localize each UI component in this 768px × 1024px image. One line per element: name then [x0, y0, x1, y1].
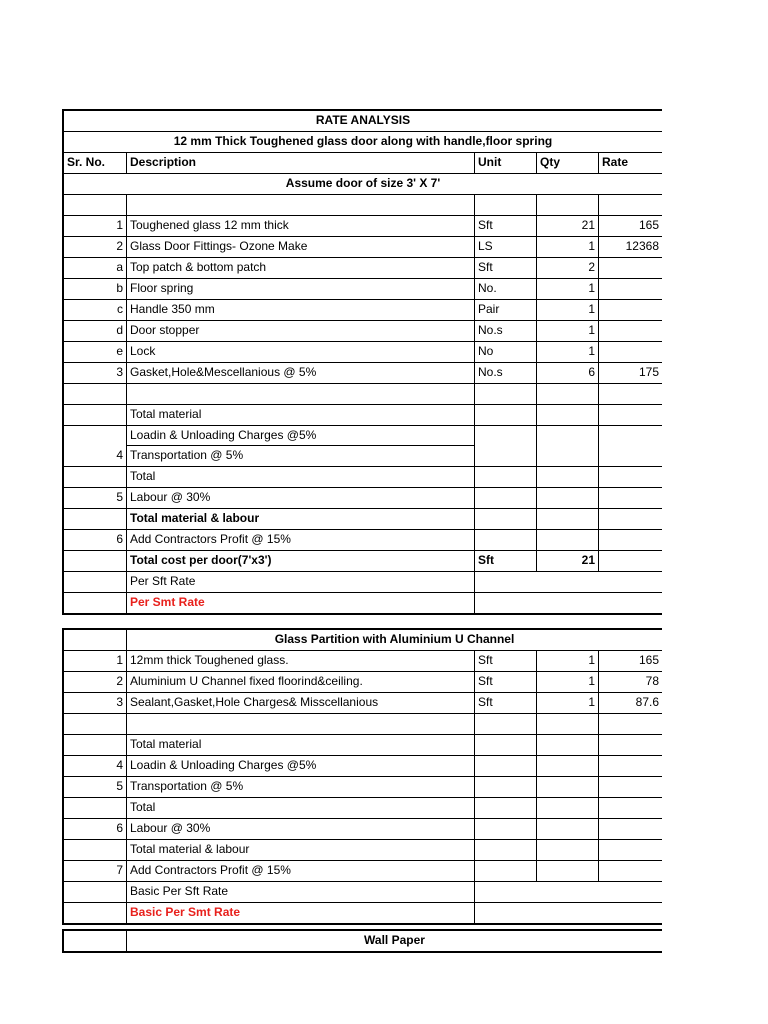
- rate-cell: 165: [598, 216, 662, 236]
- assume-note: Assume door of size 3' X 7': [285, 176, 441, 190]
- blank-cell: [598, 426, 662, 446]
- partition-title-row: [64, 630, 662, 651]
- blank-row: [64, 384, 662, 405]
- sr-cell: 3: [116, 695, 123, 709]
- blank-cell: [474, 903, 662, 923]
- blank-cell: [474, 840, 536, 860]
- rate-analysis-table: [62, 109, 662, 615]
- description-cell: Handle 350 mm: [126, 300, 474, 320]
- unit-cell: Sft: [474, 216, 536, 236]
- table-row: [64, 651, 662, 672]
- transport-label: Transportation @ 5%: [126, 446, 474, 466]
- description-cell: Floor spring: [126, 279, 474, 299]
- title-row: [64, 111, 662, 132]
- blank-cell: [536, 530, 598, 550]
- gp-total-material-label: Total material: [126, 735, 474, 755]
- unit-cell: No.s: [474, 363, 536, 383]
- blank-cell: [126, 195, 474, 215]
- blank-cell: [64, 931, 126, 951]
- total-label: Total: [126, 467, 474, 487]
- sr-cell: 2: [116, 674, 123, 688]
- sr-cell: a: [116, 260, 123, 274]
- total-cost-qty: 21: [536, 551, 598, 571]
- blank-cell: [536, 819, 598, 839]
- qty-cell: 1: [536, 237, 598, 257]
- qty-cell: 1: [536, 672, 598, 692]
- blank-cell: [598, 195, 662, 215]
- blank-cell: [474, 756, 536, 776]
- blank-cell: [64, 735, 126, 755]
- blank-cell: [598, 798, 662, 818]
- partition-table: [62, 628, 662, 925]
- per-smt-label: Per Smt Rate: [126, 593, 474, 613]
- unit-cell: LS: [474, 237, 536, 257]
- blank-cell: [536, 446, 598, 466]
- blank-cell: [474, 735, 536, 755]
- total-cost-label: Total cost per door(7'x3'): [126, 551, 474, 571]
- table-row: [64, 342, 662, 363]
- blank-cell: [598, 384, 662, 404]
- header-row: [64, 153, 662, 174]
- blank-row: [64, 195, 662, 216]
- qty-cell: 1: [536, 693, 598, 713]
- blank-cell: [536, 405, 598, 425]
- profit-row: [64, 530, 662, 551]
- description-cell: 12mm thick Toughened glass.: [126, 651, 474, 671]
- blank-cell: [64, 509, 126, 529]
- transport-row: [64, 446, 662, 467]
- blank-cell: [598, 777, 662, 797]
- blank-cell: [64, 798, 126, 818]
- blank-cell: [536, 861, 598, 881]
- rate-cell: 175: [598, 363, 662, 383]
- profit-sr: 6: [116, 532, 123, 546]
- blank-cell: [536, 488, 598, 508]
- blank-cell: [598, 446, 662, 466]
- qty-cell: 2: [536, 258, 598, 278]
- labour-sr: 5: [116, 490, 123, 504]
- blank-cell: [598, 840, 662, 860]
- gp-total-ml-label: Total material & labour: [126, 840, 474, 860]
- loading-row: [64, 426, 662, 446]
- unit-cell: Sft: [474, 672, 536, 692]
- blank-cell: [64, 903, 126, 923]
- wallpaper-title-row: [64, 931, 662, 953]
- blank-cell: [598, 819, 662, 839]
- blank-cell: [64, 630, 126, 650]
- gp-loading-row: [64, 756, 662, 777]
- blank-cell: [474, 882, 662, 902]
- description-cell: Top patch & bottom patch: [126, 258, 474, 278]
- table-subtitle: 12 mm Thick Toughened glass door along with handle,floor spring: [173, 134, 553, 148]
- total-material-row: [64, 405, 662, 426]
- gp-labour-sr: 6: [116, 821, 123, 835]
- blank-cell: [64, 467, 126, 487]
- gp-total-label: Total: [126, 798, 474, 818]
- blank-cell: [598, 467, 662, 487]
- description-cell: Glass Door Fittings- Ozone Make: [126, 237, 474, 257]
- per-sft-row: [64, 572, 662, 593]
- header-sr-no: Sr. No.: [67, 155, 106, 169]
- qty-cell: 1: [536, 651, 598, 671]
- table-row: [64, 216, 662, 237]
- sr-cell: 1: [116, 653, 123, 667]
- gp-total-row: [64, 798, 662, 819]
- blank-cell: [536, 798, 598, 818]
- blank-cell: [474, 819, 536, 839]
- gp-transport-label: Transportation @ 5%: [126, 777, 474, 797]
- blank-cell: [598, 405, 662, 425]
- sr-cell: 3: [116, 365, 123, 379]
- blank-cell: [64, 426, 126, 446]
- unit-cell: Sft: [474, 651, 536, 671]
- gp-total-material-row: [64, 735, 662, 756]
- blank-cell: [474, 405, 536, 425]
- blank-cell: [474, 446, 536, 466]
- blank-cell: [598, 861, 662, 881]
- sr-cell: c: [117, 302, 123, 316]
- header-description: Description: [126, 153, 474, 173]
- table-row: [64, 693, 662, 714]
- blank-cell: [64, 551, 126, 571]
- qty-cell: 1: [536, 321, 598, 341]
- qty-cell: 6: [536, 363, 598, 383]
- partition-title: Glass Partition with Aluminium U Channel: [126, 630, 662, 650]
- blank-cell: [64, 195, 126, 215]
- labour-label: Labour @ 30%: [126, 488, 474, 508]
- blank-cell: [474, 426, 536, 446]
- sr-cell: 1: [116, 218, 123, 232]
- sr-cell: b: [116, 281, 123, 295]
- table-title: RATE ANALYSIS: [315, 113, 411, 127]
- table-row: [64, 258, 662, 279]
- gp-basic-sft-row: [64, 882, 662, 903]
- blank-cell: [64, 572, 126, 592]
- gp-labour-label: Labour @ 30%: [126, 819, 474, 839]
- blank-cell: [64, 714, 126, 734]
- blank-cell: [474, 861, 536, 881]
- wallpaper-title: Wall Paper: [126, 931, 662, 951]
- gp-profit-row: [64, 861, 662, 882]
- blank-cell: [474, 798, 536, 818]
- table-row: [64, 672, 662, 693]
- blank-cell: [536, 467, 598, 487]
- unit-cell: Sft: [474, 258, 536, 278]
- qty-cell: 21: [536, 216, 598, 236]
- rate-cell: [598, 342, 662, 362]
- header-unit: Unit: [474, 153, 536, 173]
- blank-cell: [536, 195, 598, 215]
- wallpaper-table: [62, 929, 662, 953]
- blank-cell: [64, 882, 126, 902]
- description-cell: Sealant,Gasket,Hole Charges& Misscellanious: [126, 693, 474, 713]
- unit-cell: No.: [474, 279, 536, 299]
- blank-cell: [598, 735, 662, 755]
- blank-cell: [536, 777, 598, 797]
- table-row: [64, 279, 662, 300]
- blank-cell: [536, 756, 598, 776]
- blank-cell: [536, 384, 598, 404]
- sr-cell: 2: [116, 239, 123, 253]
- rate-cell: [598, 279, 662, 299]
- gp-profit-sr: 7: [116, 863, 123, 877]
- rate-cell: [598, 258, 662, 278]
- blank-cell: [598, 488, 662, 508]
- per-sft-label: Per Sft Rate: [126, 572, 474, 592]
- gp-profit-label: Add Contractors Profit @ 15%: [126, 861, 474, 881]
- blank-cell: [474, 777, 536, 797]
- blank-cell: [598, 756, 662, 776]
- blank-cell: [536, 840, 598, 860]
- assume-row: [64, 174, 662, 195]
- gp-labour-row: [64, 819, 662, 840]
- blank-cell: [64, 840, 126, 860]
- description-cell: Lock: [126, 342, 474, 362]
- unit-cell: Sft: [474, 693, 536, 713]
- blank-cell: [474, 593, 662, 613]
- description-cell: Aluminium U Channel fixed floorind&ceiling.: [126, 672, 474, 692]
- header-rate: Rate: [598, 153, 662, 173]
- blank-cell: [598, 530, 662, 550]
- blank-cell: [474, 384, 536, 404]
- description-cell: Door stopper: [126, 321, 474, 341]
- qty-cell: 1: [536, 279, 598, 299]
- gp-basic-smt-row: [64, 903, 662, 925]
- rate-cell: [598, 321, 662, 341]
- blank-cell: [64, 593, 126, 613]
- blank-cell: [598, 551, 662, 571]
- blank-cell: [474, 714, 536, 734]
- description-cell: Gasket,Hole&Mescellanious @ 5%: [126, 363, 474, 383]
- table-row: [64, 300, 662, 321]
- total-ml-row: [64, 509, 662, 530]
- blank-cell: [474, 195, 536, 215]
- blank-cell: [474, 572, 662, 592]
- blank-cell: [64, 384, 126, 404]
- description-cell: Toughened glass 12 mm thick: [126, 216, 474, 236]
- header-qty: Qty: [536, 153, 598, 173]
- blank-cell: [598, 509, 662, 529]
- gp-transport-row: [64, 777, 662, 798]
- sr-cell: d: [116, 323, 123, 337]
- labour-row: [64, 488, 662, 509]
- gp-basic-smt-label: Basic Per Smt Rate: [126, 903, 474, 923]
- blank-cell: [474, 530, 536, 550]
- sr-cell: e: [116, 344, 123, 358]
- qty-cell: 1: [536, 300, 598, 320]
- gp-basic-sft-label: Basic Per Sft Rate: [126, 882, 474, 902]
- blank-cell: [536, 426, 598, 446]
- rate-cell: [598, 300, 662, 320]
- total-ml-label: Total material & labour: [126, 509, 474, 529]
- unit-cell: No.s: [474, 321, 536, 341]
- blank-row: [64, 714, 662, 735]
- table-row: [64, 363, 662, 384]
- table-row: [64, 321, 662, 342]
- blank-cell: [536, 714, 598, 734]
- total-material-label: Total material: [126, 405, 474, 425]
- blank-cell: [598, 714, 662, 734]
- blank-cell: [126, 384, 474, 404]
- per-smt-row: [64, 593, 662, 615]
- gp-total-ml-row: [64, 840, 662, 861]
- transport-sr: 4: [116, 448, 123, 462]
- rate-cell: 87.6: [598, 693, 662, 713]
- blank-cell: [474, 509, 536, 529]
- loading-label: Loadin & Unloading Charges @5%: [126, 426, 474, 446]
- total-row: [64, 467, 662, 488]
- blank-cell: [474, 488, 536, 508]
- profit-label: Add Contractors Profit @ 15%: [126, 530, 474, 550]
- table-row: [64, 237, 662, 258]
- rate-cell: 12368: [598, 237, 662, 257]
- blank-cell: [64, 405, 126, 425]
- rate-cell: 165: [598, 651, 662, 671]
- unit-cell: No: [474, 342, 536, 362]
- blank-cell: [126, 714, 474, 734]
- gp-loading-sr: 4: [116, 758, 123, 772]
- total-cost-unit: Sft: [474, 551, 536, 571]
- rate-cell: 78: [598, 672, 662, 692]
- blank-cell: [536, 735, 598, 755]
- gp-loading-label: Loadin & Unloading Charges @5%: [126, 756, 474, 776]
- total-cost-row: [64, 551, 662, 572]
- unit-cell: Pair: [474, 300, 536, 320]
- gp-transport-sr: 5: [116, 779, 123, 793]
- subtitle-row: [64, 132, 662, 153]
- qty-cell: 1: [536, 342, 598, 362]
- blank-cell: [536, 509, 598, 529]
- blank-cell: [474, 467, 536, 487]
